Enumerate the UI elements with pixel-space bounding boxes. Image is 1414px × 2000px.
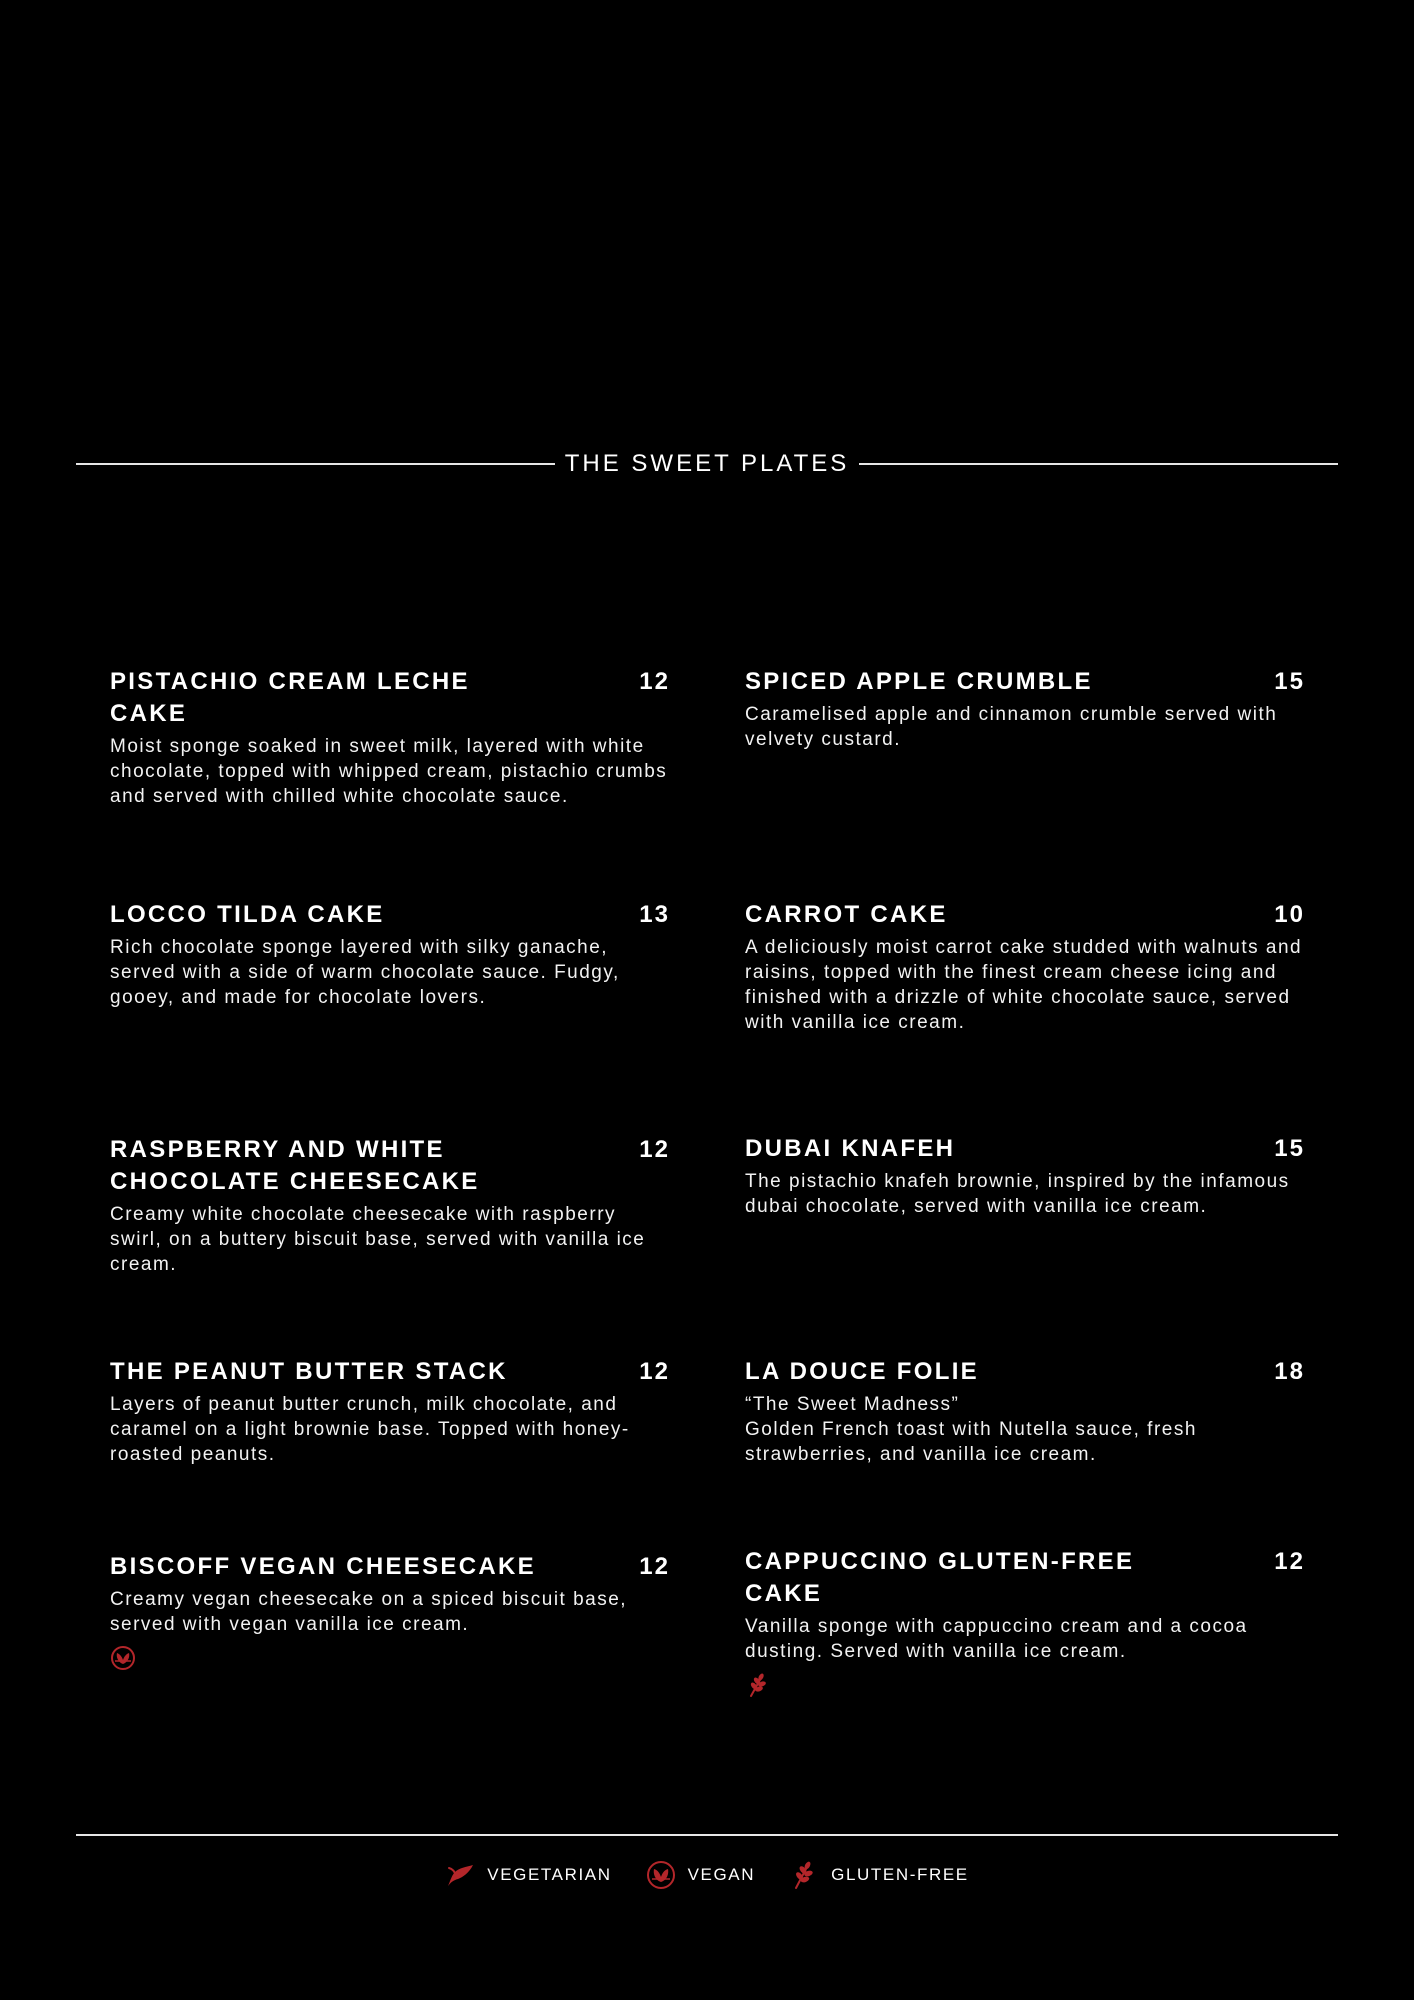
vegan-icon bbox=[646, 1860, 676, 1890]
menu-item-locco-tilda-cake bbox=[110, 899, 670, 1010]
item-price: 15 bbox=[1274, 668, 1305, 695]
menu-item-la-douce-folie bbox=[745, 1356, 1305, 1467]
legend-vegan bbox=[646, 1860, 756, 1890]
item-price: 12 bbox=[1274, 1548, 1305, 1575]
item-description: Caramelised apple and cinnamon crumble served with velvety custard. bbox=[745, 704, 1278, 750]
menu-item-carrot-cake bbox=[745, 899, 1305, 1035]
item-name: LOCCO TILDA CAKE bbox=[110, 901, 385, 928]
legend-label: GLUTEN-FREE bbox=[831, 1865, 969, 1884]
dietary-legend bbox=[0, 1860, 1414, 1890]
section-title: THE SWEET PLATES bbox=[564, 450, 850, 477]
item-name: BISCOFF VEGAN CHEESECAKE bbox=[110, 1553, 536, 1580]
item-description: Moist sponge soaked in sweet milk, layered with white chocolate, topped with whipped cream, pistachio crumbs and served with chilled white chocolate sauce. bbox=[110, 736, 668, 807]
menu-item-raspberry-white-chocolate-cheesecake bbox=[110, 1134, 670, 1277]
item-name: CARROT CAKE bbox=[745, 901, 948, 928]
item-name: LA DOUCE FOLIE bbox=[745, 1358, 979, 1385]
item-description: “The Sweet Madness” Golden French toast with Nutella sauce, fresh strawberries, and vanilla ice cream. bbox=[745, 1394, 1197, 1465]
item-name: RASPBERRY AND WHITE CHOCOLATE CHEESECAKE bbox=[110, 1136, 480, 1195]
menu-item-spiced-apple-crumble bbox=[745, 666, 1305, 752]
item-price: 12 bbox=[639, 668, 670, 695]
section-header bbox=[76, 448, 1338, 480]
gluten-free-icon bbox=[789, 1860, 819, 1890]
item-description: Creamy white chocolate cheesecake with raspberry swirl, on a buttery biscuit base, served with vanilla ice cream. bbox=[110, 1204, 646, 1275]
item-description: Rich chocolate sponge layered with silky ganache, served with a side of warm chocolate sauce. Fudgy, gooey, and made for chocolate lovers. bbox=[110, 937, 620, 1008]
footer-rule bbox=[76, 1834, 1338, 1836]
menu-item-biscoff-vegan-cheesecake bbox=[110, 1551, 670, 1671]
item-description: Layers of peanut butter crunch, milk chocolate, and caramel on a light brownie base. Topped with honey-roasted peanuts. bbox=[110, 1394, 630, 1465]
header-rule-right bbox=[859, 463, 1338, 465]
item-description: Vanilla sponge with cappuccino cream and a cocoa dusting. Served with vanilla ice cream. bbox=[745, 1616, 1248, 1662]
legend-gluten-free bbox=[789, 1860, 969, 1890]
item-name: CAPPUCCINO GLUTEN-FREE CAKE bbox=[745, 1548, 1135, 1607]
item-price: 10 bbox=[1274, 901, 1305, 928]
item-price: 12 bbox=[639, 1136, 670, 1163]
menu-item-cappuccino-gluten-free-cake bbox=[745, 1546, 1305, 1698]
menu-item-pistachio-cream-leche-cake bbox=[110, 666, 670, 809]
gluten-free-icon bbox=[745, 1672, 771, 1698]
item-price: 15 bbox=[1274, 1135, 1305, 1162]
header-rule-left bbox=[76, 463, 555, 465]
item-name: PISTACHIO CREAM LECHE CAKE bbox=[110, 668, 470, 727]
item-name: SPICED APPLE CRUMBLE bbox=[745, 668, 1093, 695]
item-price: 13 bbox=[639, 901, 670, 928]
item-name: THE PEANUT BUTTER STACK bbox=[110, 1358, 508, 1385]
legend-label: VEGAN bbox=[687, 1865, 756, 1884]
menu-item-dubai-knafeh bbox=[745, 1133, 1305, 1219]
legend-label: VEGETARIAN bbox=[487, 1865, 612, 1884]
item-name: DUBAI KNAFEH bbox=[745, 1135, 956, 1162]
item-description: Creamy vegan cheesecake on a spiced biscuit base, served with vegan vanilla ice cream. bbox=[110, 1589, 628, 1635]
menu-item-peanut-butter-stack bbox=[110, 1356, 670, 1467]
vegetarian-icon bbox=[445, 1860, 475, 1890]
vegan-icon bbox=[110, 1645, 136, 1671]
item-description: The pistachio knafeh brownie, inspired by the infamous dubai chocolate, served with vanilla ice cream. bbox=[745, 1171, 1290, 1217]
item-price: 12 bbox=[639, 1553, 670, 1580]
legend-vegetarian bbox=[445, 1860, 611, 1890]
item-price: 18 bbox=[1274, 1358, 1305, 1385]
item-price: 12 bbox=[639, 1358, 670, 1385]
item-description: A deliciously moist carrot cake studded with walnuts and raisins, topped with the finest cream cheese icing and finished with a drizzle of white chocolate sauce, served with vanilla ice cream. bbox=[745, 937, 1303, 1033]
